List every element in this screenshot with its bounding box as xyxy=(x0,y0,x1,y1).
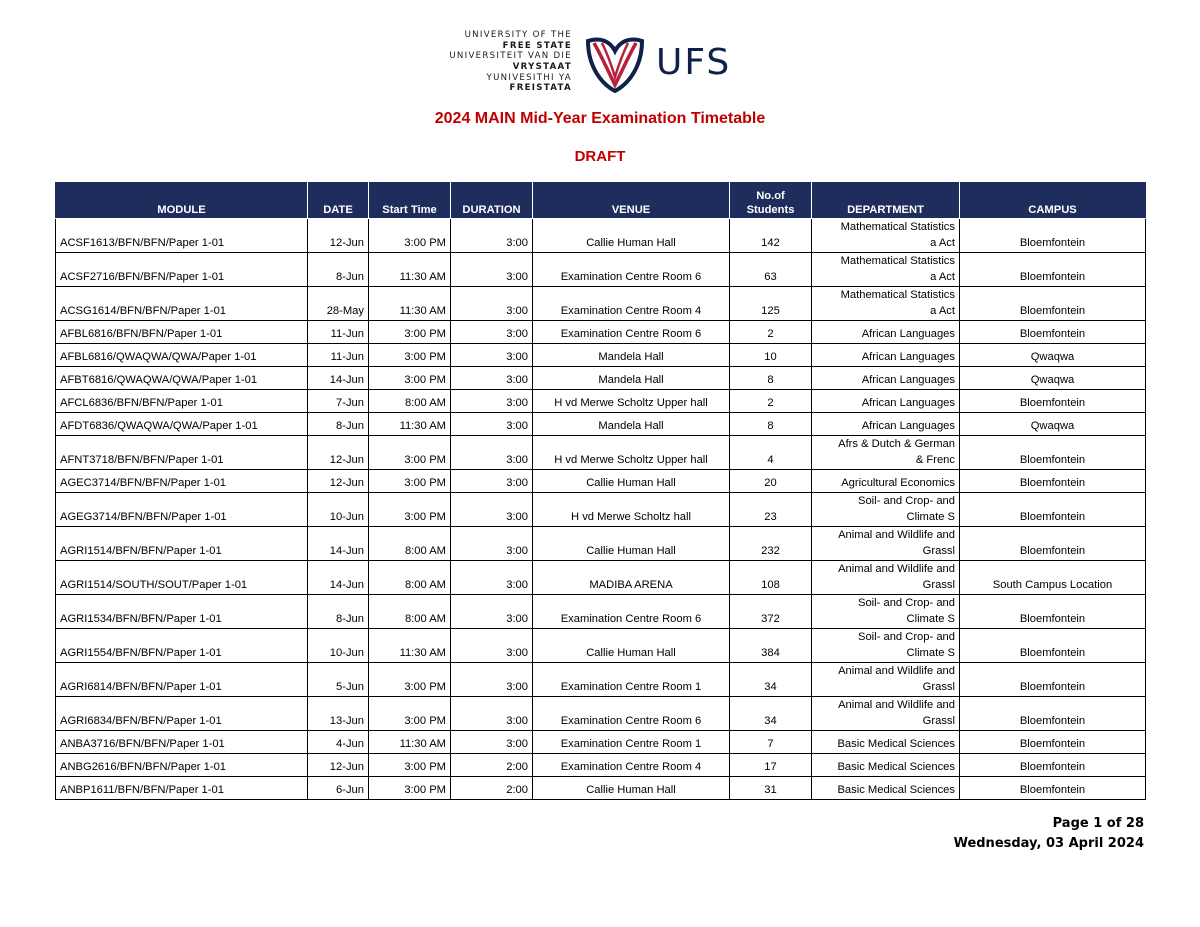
cell-date: 14-Jun xyxy=(308,367,369,390)
cell-students: 23 xyxy=(730,493,812,527)
cell-date: 12-Jun xyxy=(308,436,369,470)
cell-department xyxy=(812,321,960,344)
cell-department xyxy=(812,436,960,470)
cell-campus: Bloemfontein xyxy=(960,777,1146,800)
cell-duration: 3:00 xyxy=(451,470,533,493)
column-header-students-line2: Students xyxy=(746,204,795,216)
cell-start-time: 3:00 PM xyxy=(369,436,451,470)
cell-campus: Bloemfontein xyxy=(960,527,1146,561)
cell-start-time: 3:00 PM xyxy=(369,219,451,253)
cell-duration: 3:00 xyxy=(451,413,533,436)
cell-campus: Qwaqwa xyxy=(960,367,1146,390)
cell-duration: 2:00 xyxy=(451,754,533,777)
column-header-department: DEPARTMENT xyxy=(812,183,960,219)
cell-module: AGRI1554/BFN/BFN/Paper 1-01 xyxy=(56,629,308,663)
cell-venue: Examination Centre Room 1 xyxy=(533,731,730,754)
logo-line: VRYSTAAT xyxy=(512,62,572,72)
department-line-2: Grassl xyxy=(922,714,955,727)
ufs-logo xyxy=(430,24,780,100)
cell-start-time: 8:00 AM xyxy=(369,561,451,595)
department-line-2: Agricultural Economics xyxy=(841,476,955,489)
table-row xyxy=(56,219,1146,253)
page-title: 2024 MAIN Mid-Year Examination Timetable xyxy=(434,110,766,127)
cell-module: AGRI1534/BFN/BFN/Paper 1-01 xyxy=(56,595,308,629)
column-header-duration: DURATION xyxy=(451,183,533,219)
timetable-body xyxy=(56,219,1146,800)
column-header-module: MODULE xyxy=(56,183,308,219)
cell-department xyxy=(812,697,960,731)
cell-venue: Examination Centre Room 4 xyxy=(533,754,730,777)
cell-duration: 3:00 xyxy=(451,595,533,629)
table-row xyxy=(56,436,1146,470)
department-line-2: Climate S xyxy=(906,510,955,523)
cell-module: ACSF1613/BFN/BFN/Paper 1-01 xyxy=(56,219,308,253)
cell-duration: 3:00 xyxy=(451,321,533,344)
cell-venue: Examination Centre Room 6 xyxy=(533,697,730,731)
department-line-1: Soil- and Crop- and xyxy=(857,631,955,643)
cell-campus: Bloemfontein xyxy=(960,663,1146,697)
cell-module: ACSG1614/BFN/BFN/Paper 1-01 xyxy=(56,287,308,321)
cell-venue: Mandela Hall xyxy=(533,344,730,367)
cell-date: 12-Jun xyxy=(308,470,369,493)
cell-venue: H vd Merwe Scholtz Upper hall xyxy=(533,436,730,470)
cell-campus: Qwaqwa xyxy=(960,413,1146,436)
cell-start-time: 3:00 PM xyxy=(369,321,451,344)
cell-students: 7 xyxy=(730,731,812,754)
department-line-2: Grassl xyxy=(922,578,955,591)
cell-duration: 3:00 xyxy=(451,629,533,663)
cell-department xyxy=(812,663,960,697)
logo-university-name xyxy=(430,30,580,94)
department-line-1: Animal and Wildlife and xyxy=(838,665,955,677)
cell-date: 13-Jun xyxy=(308,697,369,731)
cell-date: 14-Jun xyxy=(308,561,369,595)
cell-department xyxy=(812,390,960,413)
department-line-1: Soil- and Crop- and xyxy=(857,495,955,507)
table-row xyxy=(56,344,1146,367)
cell-start-time: 11:30 AM xyxy=(369,287,451,321)
cell-duration: 3:00 xyxy=(451,493,533,527)
department-line-1: Animal and Wildlife and xyxy=(838,699,955,711)
cell-start-time: 11:30 AM xyxy=(369,253,451,287)
cell-start-time: 3:00 PM xyxy=(369,493,451,527)
table-row xyxy=(56,390,1146,413)
table-row xyxy=(56,595,1146,629)
cell-module: ACSF2716/BFN/BFN/Paper 1-01 xyxy=(56,253,308,287)
cell-department xyxy=(812,413,960,436)
cell-campus: Bloemfontein xyxy=(960,697,1146,731)
column-header-students xyxy=(730,183,812,219)
cell-campus: Bloemfontein xyxy=(960,470,1146,493)
cell-venue: Callie Human Hall xyxy=(533,527,730,561)
table-row xyxy=(56,777,1146,800)
cell-students: 232 xyxy=(730,527,812,561)
cell-duration: 3:00 xyxy=(451,731,533,754)
cell-campus: Bloemfontein xyxy=(960,754,1146,777)
cell-department xyxy=(812,219,960,253)
cell-module: AGEC3714/BFN/BFN/Paper 1-01 xyxy=(56,470,308,493)
table-row xyxy=(56,367,1146,390)
table-row xyxy=(56,629,1146,663)
cell-students: 17 xyxy=(730,754,812,777)
department-line-2: African Languages xyxy=(861,419,955,432)
cell-students: 34 xyxy=(730,697,812,731)
cell-students: 125 xyxy=(730,287,812,321)
cell-campus: Bloemfontein xyxy=(960,731,1146,754)
cell-students: 34 xyxy=(730,663,812,697)
cell-venue: H vd Merwe Scholtz Upper hall xyxy=(533,390,730,413)
cell-module: AFBL6816/BFN/BFN/Paper 1-01 xyxy=(56,321,308,344)
cell-module: AGEG3714/BFN/BFN/Paper 1-01 xyxy=(56,493,308,527)
column-header-students-line1: No.of xyxy=(756,190,785,202)
department-line-2: Grassl xyxy=(922,680,955,693)
cell-start-time: 3:00 PM xyxy=(369,663,451,697)
cell-date: 28-May xyxy=(308,287,369,321)
cell-venue: Callie Human Hall xyxy=(533,219,730,253)
table-row xyxy=(56,731,1146,754)
table-row xyxy=(56,253,1146,287)
department-line-1: Soil- and Crop- and xyxy=(857,597,955,609)
cell-module: AGRI1514/BFN/BFN/Paper 1-01 xyxy=(56,527,308,561)
department-line-1: Mathematical Statistics xyxy=(840,289,955,301)
cell-module: AFNT3718/BFN/BFN/Paper 1-01 xyxy=(56,436,308,470)
cell-start-time: 3:00 PM xyxy=(369,344,451,367)
cell-department xyxy=(812,629,960,663)
cell-date: 11-Jun xyxy=(308,321,369,344)
cell-start-time: 3:00 PM xyxy=(369,367,451,390)
cell-duration: 3:00 xyxy=(451,390,533,413)
column-header-venue: VENUE xyxy=(533,183,730,219)
cell-venue: Mandela Hall xyxy=(533,367,730,390)
table-row xyxy=(56,321,1146,344)
draft-label: DRAFT xyxy=(574,148,626,165)
logo-line: FREE STATE xyxy=(502,40,572,51)
cell-campus: Qwaqwa xyxy=(960,344,1146,367)
cell-venue: Callie Human Hall xyxy=(533,629,730,663)
cell-students: 384 xyxy=(730,629,812,663)
table-header-row xyxy=(56,183,1146,219)
department-line-2: African Languages xyxy=(861,350,955,363)
cell-students: 2 xyxy=(730,321,812,344)
department-line-2: Grassl xyxy=(922,544,955,557)
logo-line: UNIVERSITEIT VAN DIE xyxy=(449,51,572,62)
table-row xyxy=(56,493,1146,527)
cell-date: 5-Jun xyxy=(308,663,369,697)
cell-start-time: 8:00 AM xyxy=(369,390,451,413)
cell-module: ANBP1611/BFN/BFN/Paper 1-01 xyxy=(56,777,308,800)
department-line-2: Basic Medical Sciences xyxy=(837,783,955,796)
department-line-1: Mathematical Statistics xyxy=(840,221,955,233)
column-header-campus: CAMPUS xyxy=(960,183,1146,219)
cell-module: AGRI1514/SOUTH/SOUT/Paper 1-01 xyxy=(56,561,308,595)
cell-duration: 3:00 xyxy=(451,367,533,390)
cell-date: 10-Jun xyxy=(308,493,369,527)
cell-module: AFCL6836/BFN/BFN/Paper 1-01 xyxy=(56,390,308,413)
cell-date: 4-Jun xyxy=(308,731,369,754)
cell-students: 142 xyxy=(730,219,812,253)
cell-date: 10-Jun xyxy=(308,629,369,663)
department-line-2: & Frenc xyxy=(915,453,955,466)
cell-module: AGRI6814/BFN/BFN/Paper 1-01 xyxy=(56,663,308,697)
cell-students: 2 xyxy=(730,390,812,413)
table-row xyxy=(56,561,1146,595)
cell-start-time: 8:00 AM xyxy=(369,595,451,629)
cell-venue: Examination Centre Room 6 xyxy=(533,595,730,629)
department-line-2: Climate S xyxy=(906,612,955,625)
cell-duration: 3:00 xyxy=(451,344,533,367)
cell-students: 108 xyxy=(730,561,812,595)
logo-line: YUNIVESITHI YA xyxy=(486,72,572,83)
cell-venue: MADIBA ARENA xyxy=(533,561,730,595)
timetable-table xyxy=(55,182,1146,800)
cell-campus: Bloemfontein xyxy=(960,390,1146,413)
cell-campus: Bloemfontein xyxy=(960,321,1146,344)
department-line-1: Afrs & Dutch & German xyxy=(838,438,955,450)
cell-campus: South Campus Location xyxy=(960,561,1146,595)
table-row xyxy=(56,413,1146,436)
cell-date: 8-Jun xyxy=(308,595,369,629)
cell-venue: Callie Human Hall xyxy=(533,470,730,493)
cell-start-time: 3:00 PM xyxy=(369,754,451,777)
cell-campus: Bloemfontein xyxy=(960,253,1146,287)
cell-campus: Bloemfontein xyxy=(960,219,1146,253)
cell-students: 8 xyxy=(730,413,812,436)
cell-start-time: 3:00 PM xyxy=(369,777,451,800)
cell-date: 7-Jun xyxy=(308,390,369,413)
cell-campus: Bloemfontein xyxy=(960,493,1146,527)
column-header-date: DATE xyxy=(308,183,369,219)
table-row xyxy=(56,697,1146,731)
column-header-start-time: Start Time xyxy=(369,183,451,219)
cell-department xyxy=(812,561,960,595)
department-line-2: Basic Medical Sciences xyxy=(837,737,955,750)
cell-students: 8 xyxy=(730,367,812,390)
logo-line: UNIVERSITY OF THE xyxy=(464,30,572,41)
department-line-1: Mathematical Statistics xyxy=(840,255,955,267)
cell-module: AFDT6836/QWAQWA/QWA/Paper 1-01 xyxy=(56,413,308,436)
cell-duration: 3:00 xyxy=(451,561,533,595)
cell-venue: Mandela Hall xyxy=(533,413,730,436)
cell-students: 63 xyxy=(730,253,812,287)
print-date: Wednesday, 03 April 2024 xyxy=(953,836,1144,851)
cell-date: 14-Jun xyxy=(308,527,369,561)
cell-department xyxy=(812,527,960,561)
table-row xyxy=(56,754,1146,777)
cell-students: 4 xyxy=(730,436,812,470)
department-line-2: Basic Medical Sciences xyxy=(837,760,955,773)
department-line-2: African Languages xyxy=(861,327,955,340)
cell-campus: Bloemfontein xyxy=(960,629,1146,663)
table-row xyxy=(56,527,1146,561)
department-line-2: a Act xyxy=(930,236,955,249)
department-line-2: a Act xyxy=(930,270,955,283)
cell-start-time: 8:00 AM xyxy=(369,527,451,561)
cell-venue: Examination Centre Room 1 xyxy=(533,663,730,697)
cell-duration: 3:00 xyxy=(451,527,533,561)
cell-department xyxy=(812,253,960,287)
cell-duration: 3:00 xyxy=(451,663,533,697)
table-row xyxy=(56,663,1146,697)
cell-duration: 3:00 xyxy=(451,219,533,253)
department-line-2: African Languages xyxy=(861,396,955,409)
cell-module: ANBA3716/BFN/BFN/Paper 1-01 xyxy=(56,731,308,754)
cell-students: 31 xyxy=(730,777,812,800)
cell-date: 12-Jun xyxy=(308,754,369,777)
page-number: Page 1 of 28 xyxy=(1052,816,1144,831)
cell-date: 11-Jun xyxy=(308,344,369,367)
cell-department xyxy=(812,344,960,367)
cell-students: 372 xyxy=(730,595,812,629)
cell-campus: Bloemfontein xyxy=(960,436,1146,470)
cell-department xyxy=(812,731,960,754)
cell-duration: 3:00 xyxy=(451,253,533,287)
cell-duration: 3:00 xyxy=(451,436,533,470)
cell-venue: Examination Centre Room 4 xyxy=(533,287,730,321)
department-line-2: African Languages xyxy=(861,373,955,386)
table-row xyxy=(56,470,1146,493)
department-line-2: Climate S xyxy=(906,646,955,659)
cell-venue: Examination Centre Room 6 xyxy=(533,253,730,287)
cell-start-time: 11:30 AM xyxy=(369,413,451,436)
cell-duration: 2:00 xyxy=(451,777,533,800)
cell-duration: 3:00 xyxy=(451,287,533,321)
cell-campus: Bloemfontein xyxy=(960,595,1146,629)
cell-students: 10 xyxy=(730,344,812,367)
department-line-2: a Act xyxy=(930,304,955,317)
cell-date: 8-Jun xyxy=(308,413,369,436)
cell-venue: Examination Centre Room 6 xyxy=(533,321,730,344)
cell-start-time: 11:30 AM xyxy=(369,731,451,754)
cell-module: AFBL6816/QWAQWA/QWA/Paper 1-01 xyxy=(56,344,308,367)
cell-venue: H vd Merwe Scholtz hall xyxy=(533,493,730,527)
cell-start-time: 3:00 PM xyxy=(369,470,451,493)
cell-module: AGRI6834/BFN/BFN/Paper 1-01 xyxy=(56,697,308,731)
cell-venue: Callie Human Hall xyxy=(533,777,730,800)
ufs-emblem-icon xyxy=(580,27,650,97)
table-row xyxy=(56,287,1146,321)
logo-wordmark: UFS xyxy=(656,41,732,83)
department-line-1: Animal and Wildlife and xyxy=(838,529,955,541)
logo-line: FREISTATA xyxy=(509,83,572,94)
cell-department xyxy=(812,754,960,777)
cell-date: 8-Jun xyxy=(308,253,369,287)
cell-department xyxy=(812,367,960,390)
cell-students: 20 xyxy=(730,470,812,493)
cell-start-time: 11:30 AM xyxy=(369,629,451,663)
cell-department xyxy=(812,777,960,800)
cell-module: ANBG2616/BFN/BFN/Paper 1-01 xyxy=(56,754,308,777)
cell-start-time: 3:00 PM xyxy=(369,697,451,731)
cell-department xyxy=(812,493,960,527)
cell-department xyxy=(812,470,960,493)
cell-date: 6-Jun xyxy=(308,777,369,800)
cell-date: 12-Jun xyxy=(308,219,369,253)
cell-module: AFBT6816/QWAQWA/QWA/Paper 1-01 xyxy=(56,367,308,390)
department-line-1: Animal and Wildlife and xyxy=(838,563,955,575)
cell-campus: Bloemfontein xyxy=(960,287,1146,321)
cell-department xyxy=(812,595,960,629)
cell-duration: 3:00 xyxy=(451,697,533,731)
cell-department xyxy=(812,287,960,321)
